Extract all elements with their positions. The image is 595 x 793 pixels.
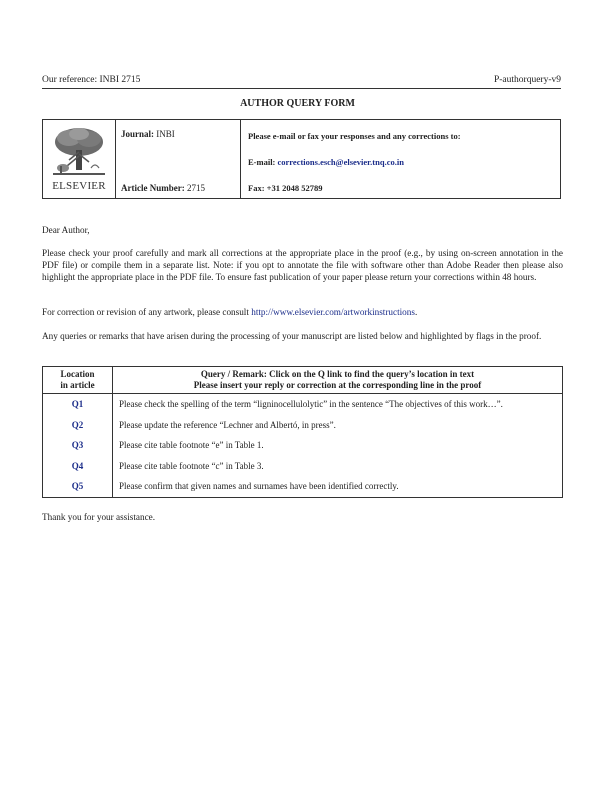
table-row bbox=[43, 394, 563, 415]
header-divider bbox=[42, 88, 561, 89]
closing-text: Thank you for your assistance. bbox=[42, 512, 156, 522]
journal-label: Journal: bbox=[121, 129, 155, 139]
info-box bbox=[42, 119, 561, 199]
remark-header-line1: Query / Remark: Click on the Q link to find the query’s location in text bbox=[200, 368, 475, 379]
artwork-text: For correction or revision of any artwork, please consult bbox=[42, 307, 252, 317]
publisher-logo-cell bbox=[43, 120, 116, 198]
artwork-instructions-link[interactable]: http://www.elsevier.com/artworkinstructions bbox=[251, 307, 415, 317]
article-number-line bbox=[121, 183, 205, 193]
queries-intro-paragraph: Any queries or remarks that have arisen during the processing of your manuscript are listed below and highlighted by flags in the proof. bbox=[42, 331, 542, 341]
contact-info-cell bbox=[240, 120, 560, 198]
table-row bbox=[43, 435, 563, 456]
table-row bbox=[43, 415, 563, 436]
fax-label: Fax: bbox=[248, 183, 265, 193]
query-remark: Please cite table footnote “e” in Table 1. bbox=[113, 435, 563, 456]
location-column-header bbox=[43, 367, 113, 394]
table-row bbox=[43, 456, 563, 477]
artwork-paragraph bbox=[42, 306, 563, 318]
location-header-line1: Location bbox=[60, 368, 95, 379]
query-remark: Please cite table footnote “c” in Table 3. bbox=[113, 456, 563, 477]
query-remark: Please confirm that given names and surnames have been identified correctly. bbox=[113, 476, 563, 497]
journal-value: INBI bbox=[156, 129, 175, 139]
email-link[interactable]: corrections.esch@elsevier.tnq.co.in bbox=[277, 157, 404, 167]
email-line bbox=[248, 157, 404, 167]
query-link-q1[interactable]: Q1 bbox=[43, 394, 113, 415]
query-remark: Please check the spelling of the term “ligninocellulolytic” in the sentence “The objectives of this work…”. bbox=[113, 394, 563, 415]
artwork-suffix: . bbox=[414, 307, 418, 317]
table-row bbox=[43, 476, 563, 497]
publisher-name: ELSEVIER bbox=[52, 180, 106, 192]
our-reference: Our reference: INBI 2715 bbox=[42, 75, 141, 85]
query-link-q5[interactable]: Q5 bbox=[43, 476, 113, 497]
form-code: P-authorquery-v9 bbox=[493, 75, 561, 85]
query-table bbox=[42, 366, 563, 498]
fax-value: +31 2048 52789 bbox=[266, 183, 323, 193]
query-link-q2[interactable]: Q2 bbox=[43, 415, 113, 436]
article-number-value: 2715 bbox=[186, 183, 205, 193]
salutation: Dear Author, bbox=[42, 225, 90, 235]
contact-instruction: Please e-mail or fax your responses and any corrections to: bbox=[248, 131, 461, 141]
location-header-line2: in article bbox=[60, 380, 95, 390]
fax-line bbox=[248, 183, 323, 193]
query-link-q4[interactable]: Q4 bbox=[43, 456, 113, 477]
form-title: AUTHOR QUERY FORM bbox=[240, 98, 355, 109]
query-table-header bbox=[43, 367, 563, 394]
instructions-paragraph: Please check your proof carefully and mark all corrections at the appropriate place in the proof (e.g., by using on-screen annotation in the PDF file) or compile them in a separate list. Note: if you opt to annotate the file with software other than Adobe Reader then please also highlight the appropriate place in the PDF file. To ensure fast publication of your paper please return your corrections within 48 hours. bbox=[42, 248, 563, 283]
query-remark: Please update the reference “Lechner and Albertó, in press”. bbox=[113, 415, 563, 436]
article-number-label: Article Number: bbox=[121, 183, 185, 193]
article-info-cell bbox=[115, 120, 241, 198]
remark-header-line2: Please insert your reply or correction at the corresponding line in the proof bbox=[193, 380, 482, 390]
email-label: E-mail: bbox=[248, 157, 276, 167]
remark-column-header bbox=[113, 367, 563, 394]
query-link-q3[interactable]: Q3 bbox=[43, 435, 113, 456]
journal-line bbox=[121, 129, 175, 139]
elsevier-tree-logo bbox=[49, 126, 109, 178]
